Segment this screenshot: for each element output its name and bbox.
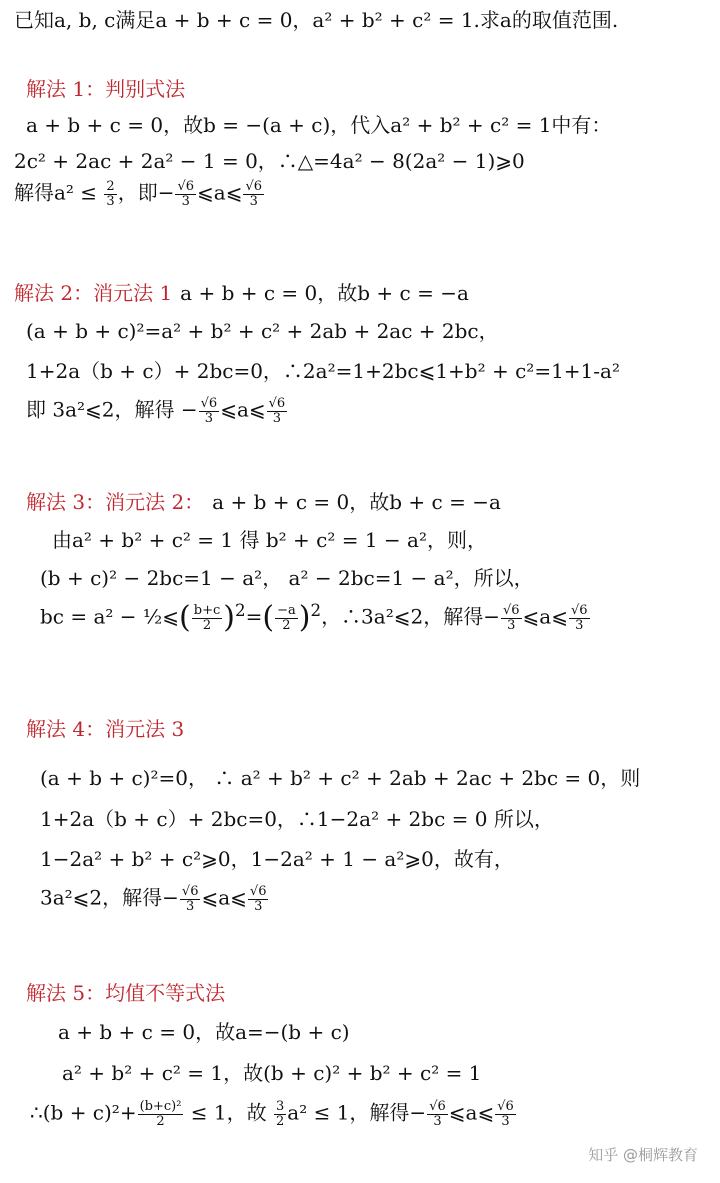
fraction-b-plus-c-squared-over-2: $\frac{\text{(b+c)²}}{2}$ bbox=[139, 1099, 182, 1129]
result-sep: ⩽a⩽ bbox=[220, 397, 266, 422]
method-2-result bbox=[26, 397, 288, 425]
result-prefix: 即 3a²⩽2，解得 − bbox=[26, 397, 198, 422]
exponent-two: 2 bbox=[234, 601, 246, 620]
fraction-lower-bound: $\frac{√6}{3}$ bbox=[502, 603, 520, 633]
method-5-heading: 解法 5：均值不等式法 bbox=[26, 981, 226, 1005]
result-mid: ，即− bbox=[117, 180, 175, 205]
result-sep: ⩽a⩽ bbox=[448, 1100, 495, 1125]
method-1-heading: 解法 1：判别式法 bbox=[26, 77, 186, 101]
result-sep: ⩽a⩽ bbox=[197, 180, 243, 205]
method-2-heading-line bbox=[14, 283, 469, 303]
result-prefix: 解得a² ≤ bbox=[14, 180, 104, 205]
method-2-line-1: (a + b + c)²=a² + b² + c² + 2ab + 2ac + 2bc， bbox=[26, 319, 499, 343]
fraction-upper-bound: $\frac{√6}{3}$ bbox=[249, 884, 267, 914]
method-1-line-1: a + b + c = 0，故b = −(a + c)，代入a² + b² + c² = 1中有： bbox=[26, 113, 612, 137]
fraction-lower-bound: $\frac{√6}{3}$ bbox=[177, 179, 195, 209]
fraction-upper-bound: $\frac{√6}{3}$ bbox=[570, 603, 588, 633]
right-paren: ) bbox=[298, 600, 311, 636]
method-3-line-1: 由a² + b² + c² = 1 得 b² + c² = 1 − a²，则， bbox=[52, 528, 487, 552]
fraction-upper-bound: $\frac{√6}{3}$ bbox=[268, 396, 286, 426]
method-1-result bbox=[14, 180, 265, 208]
method-5-line-1: a + b + c = 0，故a=−(b + c) bbox=[58, 1020, 350, 1044]
left-paren: ( bbox=[179, 600, 191, 636]
method-3-heading-line bbox=[26, 492, 501, 512]
fraction-b-plus-c-over-2: $\frac{b+c}{2}$ bbox=[193, 603, 221, 633]
result-prefix: 3a²⩽2，解得− bbox=[40, 885, 179, 910]
method-5-line-2: a² + b² + c² = 1，故(b + c)² + b² + c² = 1 bbox=[62, 1061, 482, 1085]
method-4-line-2: 1+2a（b + c）+ 2bc=0，∴1−2a² + 2bc = 0 所以， bbox=[40, 807, 554, 831]
result-prefix: bc = a² − ½⩽ bbox=[40, 604, 180, 629]
equals-sign: = bbox=[245, 604, 263, 629]
method-4-heading: 解法 4：消元法 3 bbox=[26, 717, 185, 741]
method-4-result bbox=[40, 885, 269, 913]
method-2-line-2: 1+2a（b + c）+ 2bc=0，∴2a²=1+2bc⩽1+b² + c²=1+1-a² bbox=[26, 359, 620, 383]
problem-statement: 已知a, b, c满足a + b + c = 0，a² + b² + c² = 1.求a的取值范围. bbox=[14, 8, 619, 32]
fraction-three-halves: $\frac{3}{2}$ bbox=[276, 1099, 285, 1129]
method-4-line-3: 1−2a² + b² + c²⩾0，1−2a² + 1 − a²⩾0，故有， bbox=[40, 847, 514, 871]
result-tail: ，∴3a²⩽2，解得− bbox=[321, 604, 500, 629]
method-2-heading-tail: a + b + c = 0，故b + c = −a bbox=[180, 281, 469, 305]
method-4-line-1: (a + b + c)²=0， ∴ a² + b² + c² + 2ab + 2ac + 2bc = 0，则 bbox=[40, 766, 641, 790]
exponent-two: 2 bbox=[310, 601, 322, 620]
method-2-heading: 解法 2：消元法 1 bbox=[14, 281, 173, 305]
fraction-lower-bound: $\frac{√6}{3}$ bbox=[200, 396, 218, 426]
method-3-line-2: (b + c)² − 2bc=1 − a²， a² − 2bc=1 − a²，所以， bbox=[40, 566, 534, 590]
method-1-line-2: 2c² + 2ac + 2a² − 1 = 0，∴△=4a² − 8(2a² − 1)⩾0 bbox=[14, 149, 525, 173]
fraction-neg-a-over-2: $\frac{-a}{2}$ bbox=[277, 603, 296, 633]
result-prefix: ∴(b + c)²+ bbox=[30, 1100, 137, 1125]
result-sep: ⩽a⩽ bbox=[522, 604, 568, 629]
watermark: 知乎 @桐辉教育 bbox=[588, 1146, 698, 1164]
result-tail: a² ≤ 1，解得− bbox=[287, 1100, 427, 1125]
result-sep: ⩽a⩽ bbox=[201, 885, 247, 910]
method-3-heading: 解法 3：消元法 2： bbox=[26, 490, 205, 514]
fraction-two-thirds: $\frac{2}{3}$ bbox=[106, 179, 115, 209]
fraction-upper-bound: $\frac{√6}{3}$ bbox=[497, 1099, 514, 1129]
method-3-result bbox=[40, 600, 591, 636]
method-5-result bbox=[30, 1100, 517, 1128]
fraction-lower-bound: $\frac{√6}{3}$ bbox=[181, 884, 199, 914]
fraction-lower-bound: $\frac{√6}{3}$ bbox=[429, 1099, 446, 1129]
left-paren: ( bbox=[262, 600, 275, 636]
fraction-upper-bound: $\frac{√6}{3}$ bbox=[245, 179, 263, 209]
result-mid: ≤ 1，故 bbox=[184, 1100, 274, 1125]
method-3-heading-tail: a + b + c = 0，故b + c = −a bbox=[212, 490, 501, 514]
right-paren: ) bbox=[223, 600, 235, 636]
